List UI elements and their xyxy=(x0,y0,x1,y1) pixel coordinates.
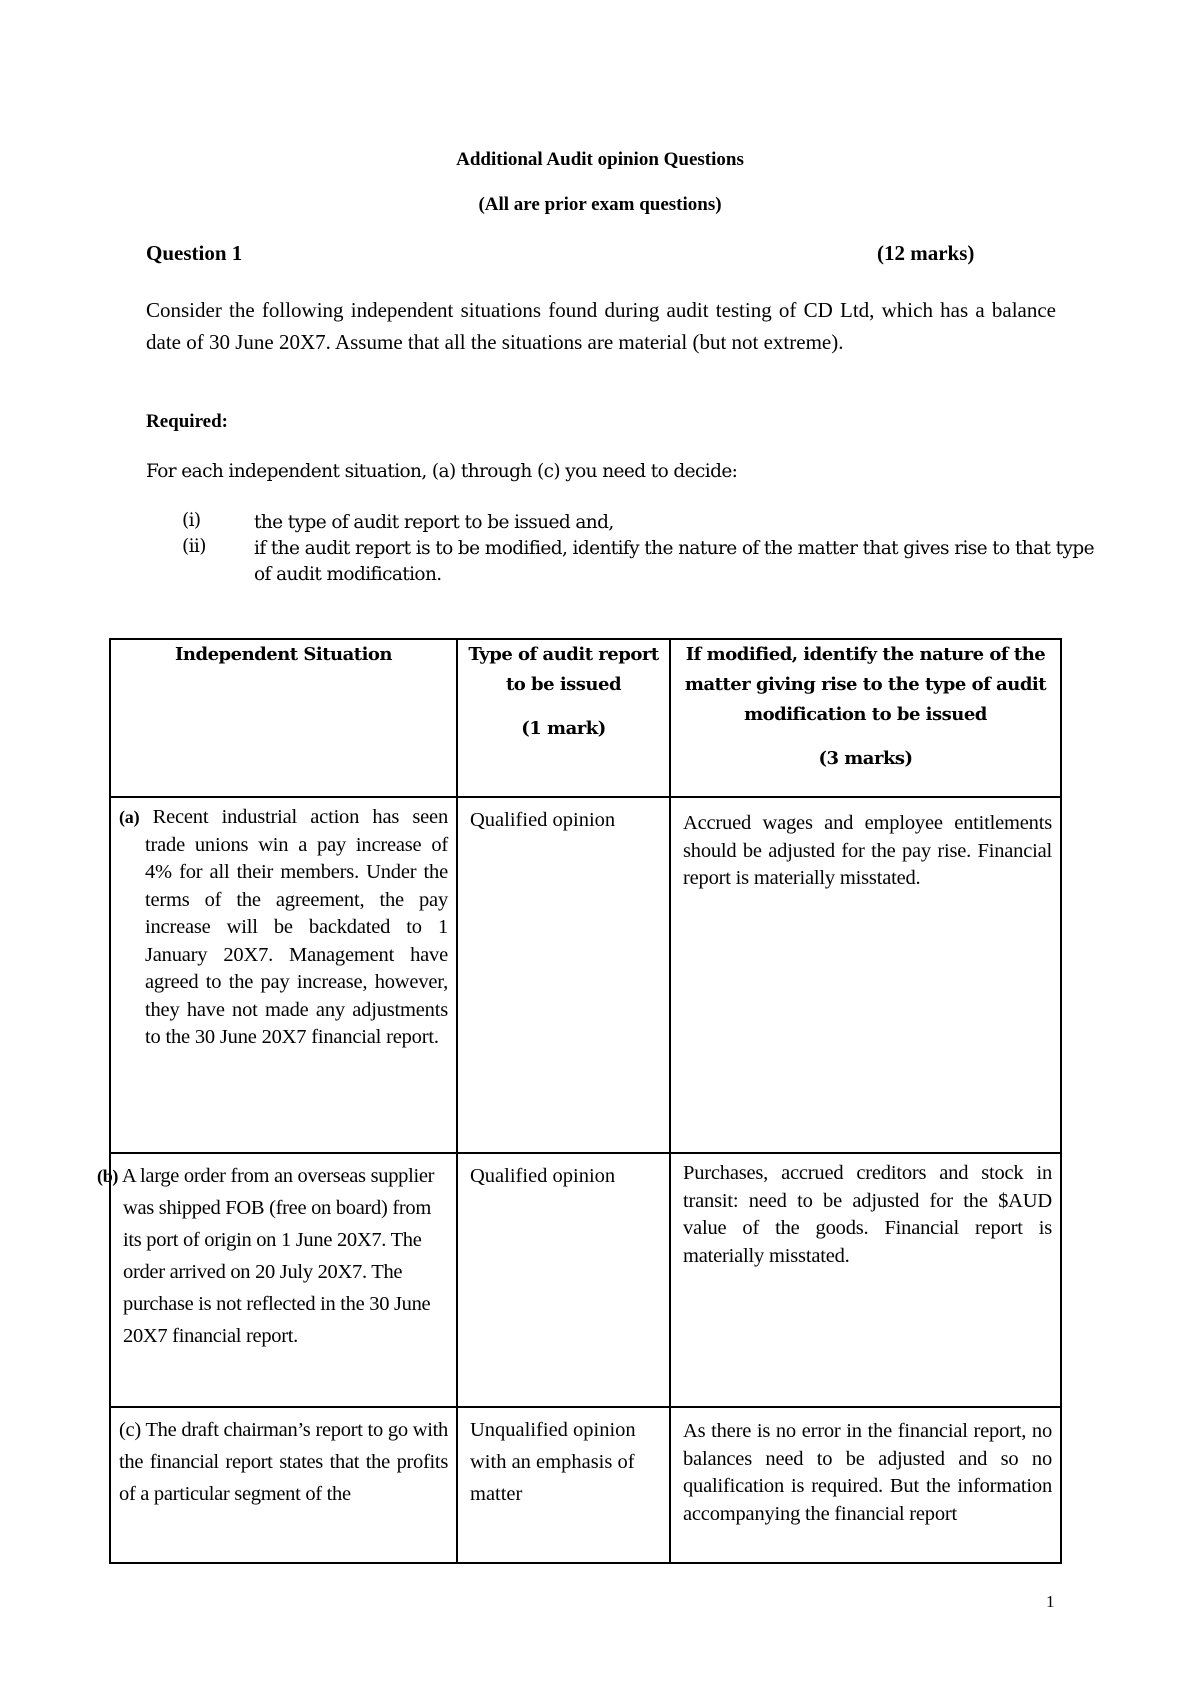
header-col3-text: If modified, identify the nature of the matter giving rise to the type of audit modification to be issued xyxy=(684,644,1047,725)
list-item-number: (i) xyxy=(182,510,201,531)
header-col1-text: Independent Situation xyxy=(174,644,393,665)
report-type-cell xyxy=(457,1407,670,1563)
situations-table xyxy=(97,638,1062,1564)
list-item-text: if the audit report is to be modified, identify the nature of the matter that gives rise to that type of audit modification. xyxy=(254,538,1094,585)
report-type-text: Qualified opinion xyxy=(470,1165,616,1187)
situation-cell xyxy=(110,797,457,1153)
situation-text: A large order from an overseas supplier was shipped FOB (free on board) from its port of origin on 1 June 20X7. The order arrived on 20 July 20X7. The purchase is not reflected in the 30 June 20X7 financial report. xyxy=(121,1165,435,1347)
nature-text: As there is no error in the financial report, no balances need to be adjusted and so no qualification is required. But the information accompanying the financial report xyxy=(683,1420,1052,1525)
situation-label: (c) xyxy=(119,1419,141,1441)
header-type-of-report xyxy=(457,639,670,797)
list-item xyxy=(182,510,1094,536)
nature-cell xyxy=(670,1153,1061,1407)
instruction-text: For each independent situation, (a) through (c) you need to decide: xyxy=(146,461,738,482)
question-label: Question 1 xyxy=(146,241,243,265)
situation-text: The draft chairman’s report to go with the financial report states that the profits of a particular segment of the xyxy=(119,1419,448,1505)
situation-text: Recent industrial action has seen trade unions win a pay increase of 4% for all their members. Under the terms of the agreement, the pay increase will be backdated to 1 January 20X7. Management have agreed to the pay increase, however, they have not made any adjustments to the 30 June 20X7 financial report. xyxy=(145,806,448,1048)
document-title: Additional Audit opinion Questions xyxy=(456,149,744,170)
question-intro: Consider the following independent situations found during audit testing of CD Ltd, which has a balance date of 30 June 20X7. Assume that all the situations are material (but not extreme). xyxy=(146,298,1056,354)
situation-label: (a) xyxy=(119,807,140,827)
header-col2-marks: (1 mark) xyxy=(521,718,606,739)
header-col3-marks: (3 marks) xyxy=(818,748,913,769)
table-row xyxy=(110,797,1061,1153)
list-item-number: (ii) xyxy=(182,536,206,557)
list-item-text: the type of audit report to be issued and, xyxy=(254,512,614,533)
nature-text: Accrued wages and employee entitlements should be adjusted for the pay rise. Financial report is materially misstated. xyxy=(683,812,1052,889)
question-marks: (12 marks) xyxy=(877,241,975,265)
table-row xyxy=(110,1153,1061,1407)
nature-cell xyxy=(670,1407,1061,1563)
report-type-cell xyxy=(457,797,670,1153)
report-type-cell xyxy=(457,1153,670,1407)
header-col2-text: Type of audit report to be issued xyxy=(468,644,659,695)
table-row xyxy=(110,1407,1061,1563)
situation-label: (b) xyxy=(97,1166,119,1186)
header-independent-situation xyxy=(110,639,457,797)
report-type-text: Qualified opinion xyxy=(470,809,616,831)
situation-cell xyxy=(110,1407,457,1563)
nature-text: Purchases, accrued creditors and stock in transit: need to be adjusted for the $AUD value of the goods. Financial report is materially misstated. xyxy=(683,1162,1052,1267)
page-number: 1 xyxy=(1046,1592,1055,1611)
document-subtitle: (All are prior exam questions) xyxy=(478,194,722,215)
report-type-text: Unqualified opinion with an emphasis of matter xyxy=(470,1419,636,1505)
header-nature-of-matter xyxy=(670,639,1061,797)
table-header-row xyxy=(110,639,1061,797)
nature-cell xyxy=(670,797,1061,1153)
required-label: Required: xyxy=(146,411,228,432)
list-item xyxy=(182,536,1094,590)
situation-cell xyxy=(97,1153,457,1407)
